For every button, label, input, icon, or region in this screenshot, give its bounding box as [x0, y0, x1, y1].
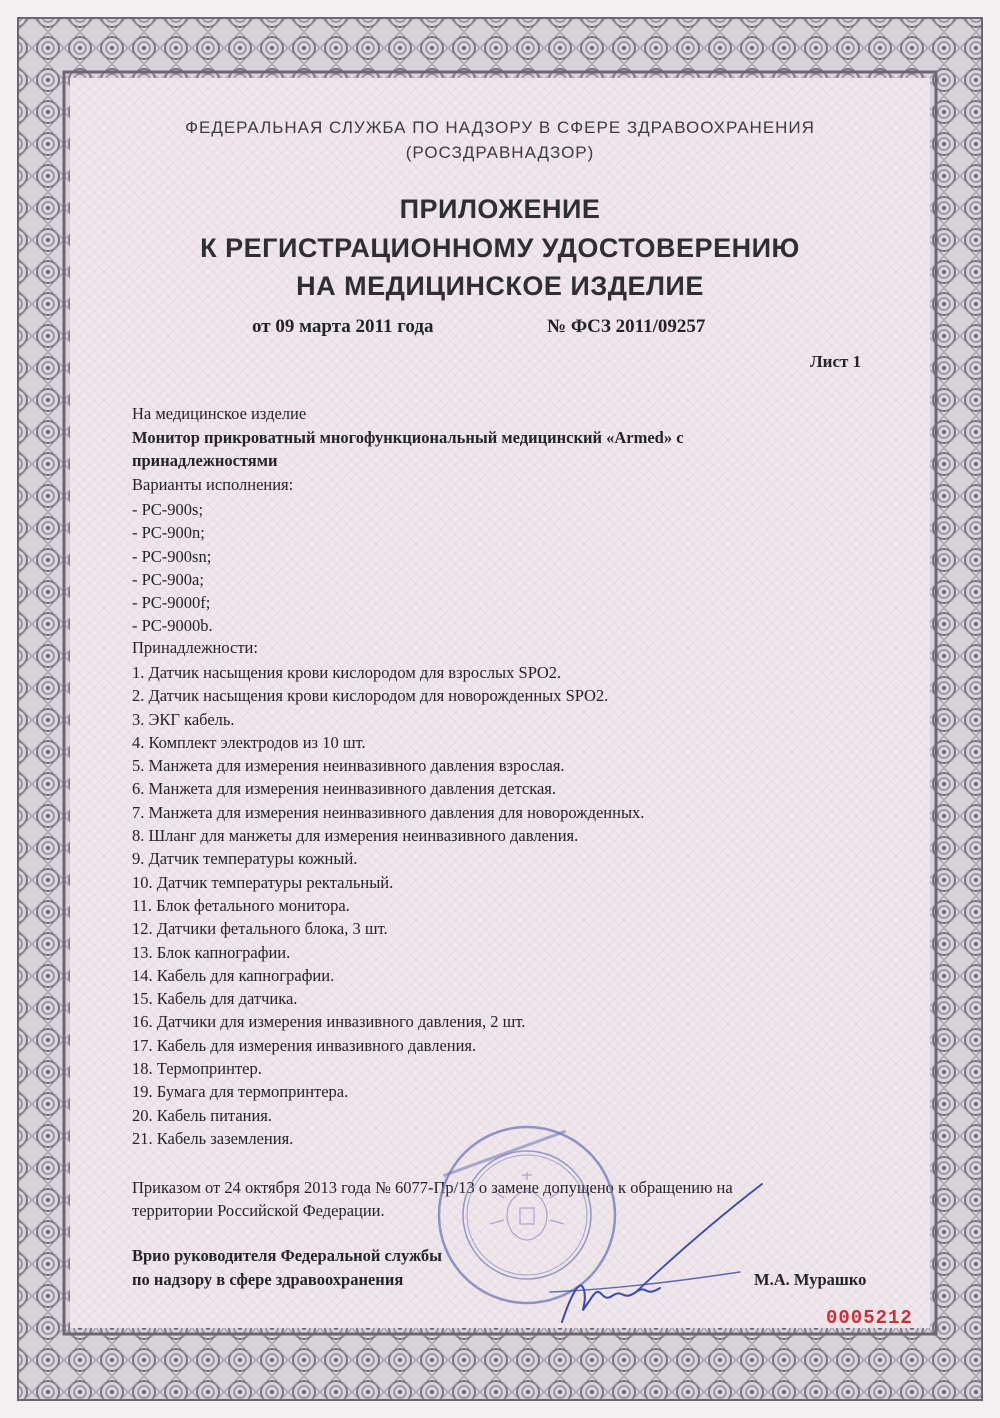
list-item: - PC-900sn;	[132, 546, 212, 566]
list-item: 7. Манжета для измерения неинвазивного давления для новорожденных.	[132, 802, 645, 822]
device-name-line-2: принадлежностями	[132, 451, 278, 470]
list-item: 1. Датчик насыщения крови кислородом для взрослых SPO2.	[132, 663, 562, 682]
accessories-list	[132, 661, 644, 1150]
order-line-2: территории Российской Федерации.	[132, 1201, 385, 1220]
certificate-date: от 09 марта 2011 года	[252, 316, 434, 337]
list-item: 17. Кабель для измерения инвазивного давления.	[132, 1035, 477, 1055]
list-item: - PC-900s;	[132, 500, 204, 519]
list-item: - PC-9000f;	[132, 593, 211, 613]
title-line-1: ПРИЛОЖЕНИЕ	[399, 194, 601, 224]
handwritten-signature	[540, 1180, 770, 1330]
serial-number: 0005212	[826, 1307, 913, 1329]
signer-title-line-1: Врио руководителя Федеральной службы	[132, 1246, 442, 1265]
list-item: 21. Кабель заземления.	[132, 1128, 294, 1148]
list-item: 19. Бумага для термопринтера.	[132, 1082, 349, 1102]
agency-name: ФЕДЕРАЛЬНАЯ СЛУЖБА ПО НАДЗОРУ В СФЕРЕ ЗДРАВООХРАНЕНИЯ	[185, 118, 815, 137]
certificate-number: № ФСЗ 2011/09257	[547, 316, 706, 337]
title-line-2: К РЕГИСТРАЦИОННОМУ УДОСТОВЕРЕНИЮ	[200, 233, 800, 263]
title-line-3: НА МЕДИЦИНСКОЕ ИЗДЕЛИЕ	[296, 271, 704, 301]
list-item: 11. Блок фетального монитора.	[132, 895, 350, 915]
list-item: 10. Датчик температуры ректальный.	[132, 872, 394, 892]
signer-title-line-2: по надзору в сфере здравоохранения	[132, 1270, 404, 1289]
sheet-number: Лист 1	[810, 352, 862, 371]
list-item: 15. Кабель для датчика.	[132, 989, 298, 1009]
list-item: 5. Манжета для измерения неинвазивного давления взрослая.	[132, 756, 565, 776]
agency-abbreviation: (РОСЗДРАВНАДЗОР)	[405, 143, 595, 162]
list-item: 9. Датчик температуры кожный.	[132, 849, 358, 869]
list-item: 14. Кабель для капнографии.	[132, 965, 335, 985]
list-item: 4. Комплект электродов из 10 шт.	[132, 732, 366, 752]
accessories-label: Принадлежности:	[132, 638, 258, 657]
list-item: 13. Блок капнографии.	[132, 942, 291, 962]
list-item: - PC-900n;	[132, 523, 205, 543]
list-item: 8. Шланг для манжеты для измерения неинвазивного давления.	[132, 826, 579, 846]
list-item: - PC-900a;	[132, 569, 204, 589]
list-item: - PC-9000b.	[132, 616, 213, 636]
list-item: 18. Термопринтер.	[132, 1059, 262, 1079]
list-item: 6. Манжета для измерения неинвазивного давления детская.	[132, 779, 557, 799]
intro-text: На медицинское изделие	[132, 404, 307, 423]
list-item: 12. Датчики фетального блока, 3 шт.	[132, 919, 388, 939]
list-item: 2. Датчик насыщения крови кислородом для новорожденных SPO2.	[132, 686, 609, 706]
variants-label: Варианты исполнения:	[132, 475, 294, 494]
list-item: 20. Кабель питания.	[132, 1105, 273, 1125]
device-name-line-1: Монитор прикроватный многофункциональный медицинский «Armed» с	[132, 428, 684, 447]
signer-name: М.А. Мурашко	[754, 1270, 867, 1289]
variants-list	[132, 498, 213, 638]
list-item: 16. Датчики для измерения инвазивного давления, 2 шт.	[132, 1012, 526, 1032]
order-line-1: Приказом от 24 октября 2013 года № 6077-Пр/13 о замене допущено к обращению на	[132, 1178, 733, 1197]
list-item: 3. ЭКГ кабель.	[132, 709, 235, 729]
